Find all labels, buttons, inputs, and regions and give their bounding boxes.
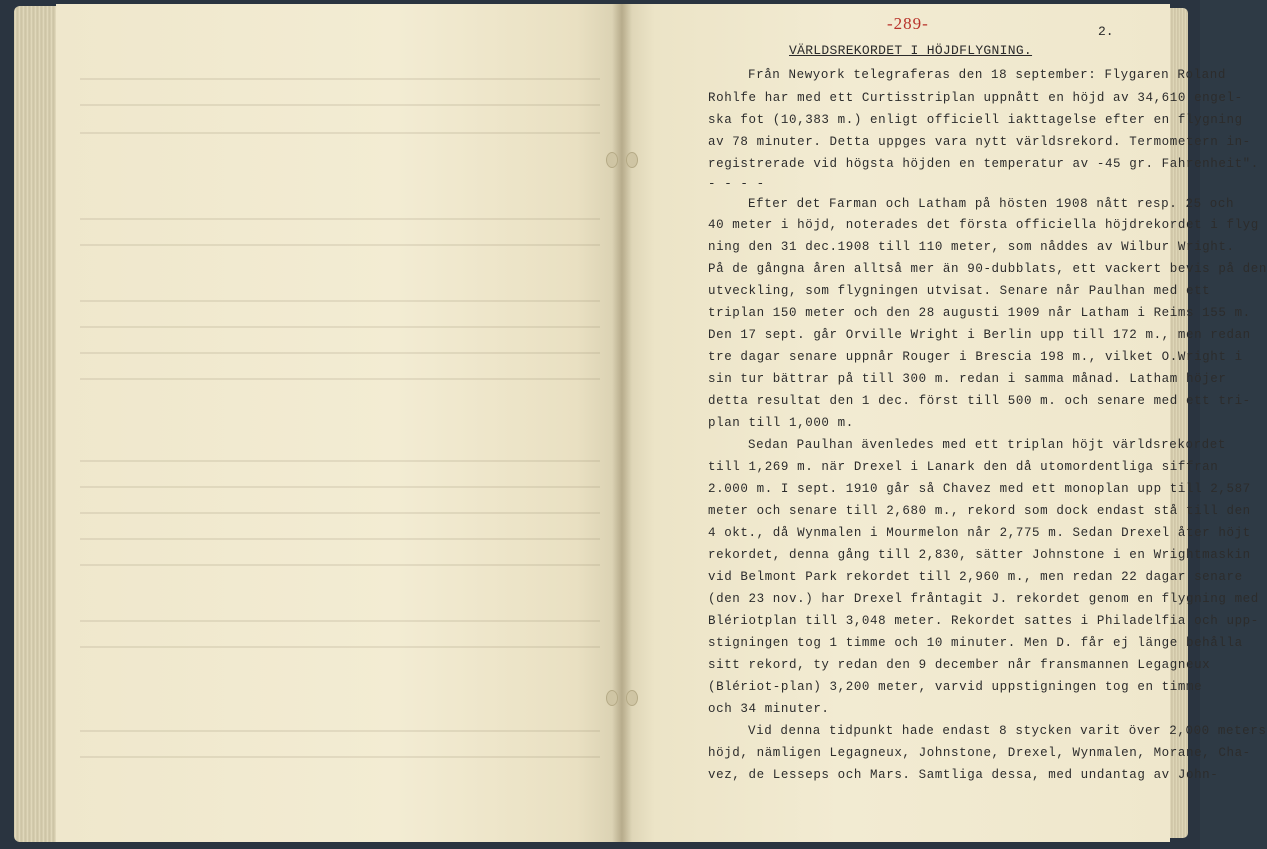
- text-line: Rohlfe har med ett Curtisstriplan uppnått en höjd av 34,610 engel-: [708, 91, 1243, 105]
- text-line: vez, de Lesseps och Mars. Samtliga dessa, med undantag av John-: [708, 768, 1219, 782]
- show-through-line: [80, 460, 600, 462]
- text-line: 40 meter i höjd, noterades det första officiella höjdrekordet i flyg: [708, 218, 1259, 232]
- right-page: [622, 4, 1170, 842]
- text-line: till 1,269 m. när Drexel i Lanark den då utomordentliga siffran: [708, 460, 1219, 474]
- text-line: Den 17 sept. går Orville Wright i Berlin upp till 172 m., men redan: [708, 328, 1251, 342]
- show-through-line: [80, 352, 600, 354]
- show-through-line: [80, 104, 600, 106]
- text-line: vid Belmont Park rekordet till 2,960 m., men redan 22 dagar senare: [708, 570, 1243, 584]
- text-line: ning den 31 dec.1908 till 110 meter, som nåddes av Wilbur Wright.: [708, 240, 1235, 254]
- show-through-line: [80, 620, 600, 622]
- show-through-line: [80, 378, 600, 380]
- show-through-line: [80, 78, 600, 80]
- show-through-line: [80, 564, 600, 566]
- text-line: Sedan Paulhan ävenledes med ett triplan höjt världsrekordet: [748, 438, 1226, 452]
- left-page-edges: [14, 6, 62, 842]
- book-gutter: [612, 4, 632, 842]
- show-through-line: [80, 300, 600, 302]
- sheet-number: 2.: [1098, 24, 1114, 39]
- show-through-line: [80, 538, 600, 540]
- binding-hole: [606, 152, 618, 168]
- show-through-line: [80, 646, 600, 648]
- text-line: triplan 150 meter och den 28 augusti 1909 når Latham i Reims 155 m.: [708, 306, 1251, 320]
- binding-hole: [626, 152, 638, 168]
- document-heading: VÄRLDSREKORDET I HÖJDFLYGNING.: [789, 43, 1033, 58]
- text-line: registrerade vid högsta höjden en temperatur av -45 gr. Fahrenheit".: [708, 157, 1259, 171]
- show-through-line: [80, 132, 600, 134]
- text-line: detta resultat den 1 dec. först till 500 m. och senare med ett tri-: [708, 394, 1251, 408]
- text-line: stigningen tog 1 timme och 10 minuter. Men D. får ej länge behålla: [708, 636, 1243, 650]
- text-line: Från Newyork telegraferas den 18 september: Flygaren Roland: [748, 68, 1226, 82]
- left-page: [56, 4, 622, 842]
- text-line: Blériotplan till 3,048 meter. Rekordet sattes i Philadelfia och upp-: [708, 614, 1259, 628]
- show-through-line: [80, 512, 600, 514]
- text-line: 2.000 m. I sept. 1910 går så Chavez med ett monoplan upp till 2,587: [708, 482, 1251, 496]
- text-line: På de gångna åren alltså mer än 90-dubblats, ett vackert bevis på den: [708, 262, 1267, 276]
- text-line: tre dagar senare uppnår Rouger i Brescia 198 m., vilket O.Wright i: [708, 350, 1243, 364]
- text-line: sin tur bättrar på till 300 m. redan i samma månad. Latham höjer: [708, 372, 1227, 386]
- show-through-line: [80, 218, 600, 220]
- text-line: Efter det Farman och Latham på hösten 1908 nått resp. 25 och: [748, 197, 1235, 211]
- show-through-line: [80, 730, 600, 732]
- text-line: (den 23 nov.) har Drexel fråntagit J. rekordet genom en flygning med: [708, 592, 1259, 606]
- text-line: Vid denna tidpunkt hade endast 8 stycken varit över 2,000 meters: [748, 724, 1267, 738]
- text-line: meter och senare till 2,680 m., rekord som dock endast stå till den: [708, 504, 1251, 518]
- text-line: utveckling, som flygningen utvisat. Senare når Paulhan med ett: [708, 284, 1211, 298]
- show-through-line: [80, 244, 600, 246]
- text-line: höjd, nämligen Legagneux, Johnstone, Drexel, Wynmalen, Morane, Cha-: [708, 746, 1251, 760]
- text-line: (Blériot-plan) 3,200 meter, varvid uppstigningen tog en timme: [708, 680, 1203, 694]
- show-through-line: [80, 326, 600, 328]
- text-line: ska fot (10,383 m.) enligt officiell iakttagelse efter en flygning: [708, 113, 1243, 127]
- text-line: rekordet, denna gång till 2,830, sätter Johnstone i en Wrightmaskin: [708, 548, 1251, 562]
- text-line: av 78 minuter. Detta uppges vara nytt världsrekord. Termometern in-: [708, 135, 1251, 149]
- text-line: 4 okt., då Wynmalen i Mourmelon når 2,775 m. Sedan Drexel åter höjt: [708, 526, 1251, 540]
- text-line: - - - -: [708, 177, 765, 191]
- archive-page-number: -289-: [887, 14, 929, 33]
- text-line: och 34 minuter.: [708, 702, 830, 716]
- binding-hole: [626, 690, 638, 706]
- text-line: plan till 1,000 m.: [708, 416, 854, 430]
- text-line: sitt rekord, ty redan den 9 december når fransmannen Legagneux: [708, 658, 1211, 672]
- show-through-line: [80, 756, 600, 758]
- show-through-line: [80, 486, 600, 488]
- binding-hole: [606, 690, 618, 706]
